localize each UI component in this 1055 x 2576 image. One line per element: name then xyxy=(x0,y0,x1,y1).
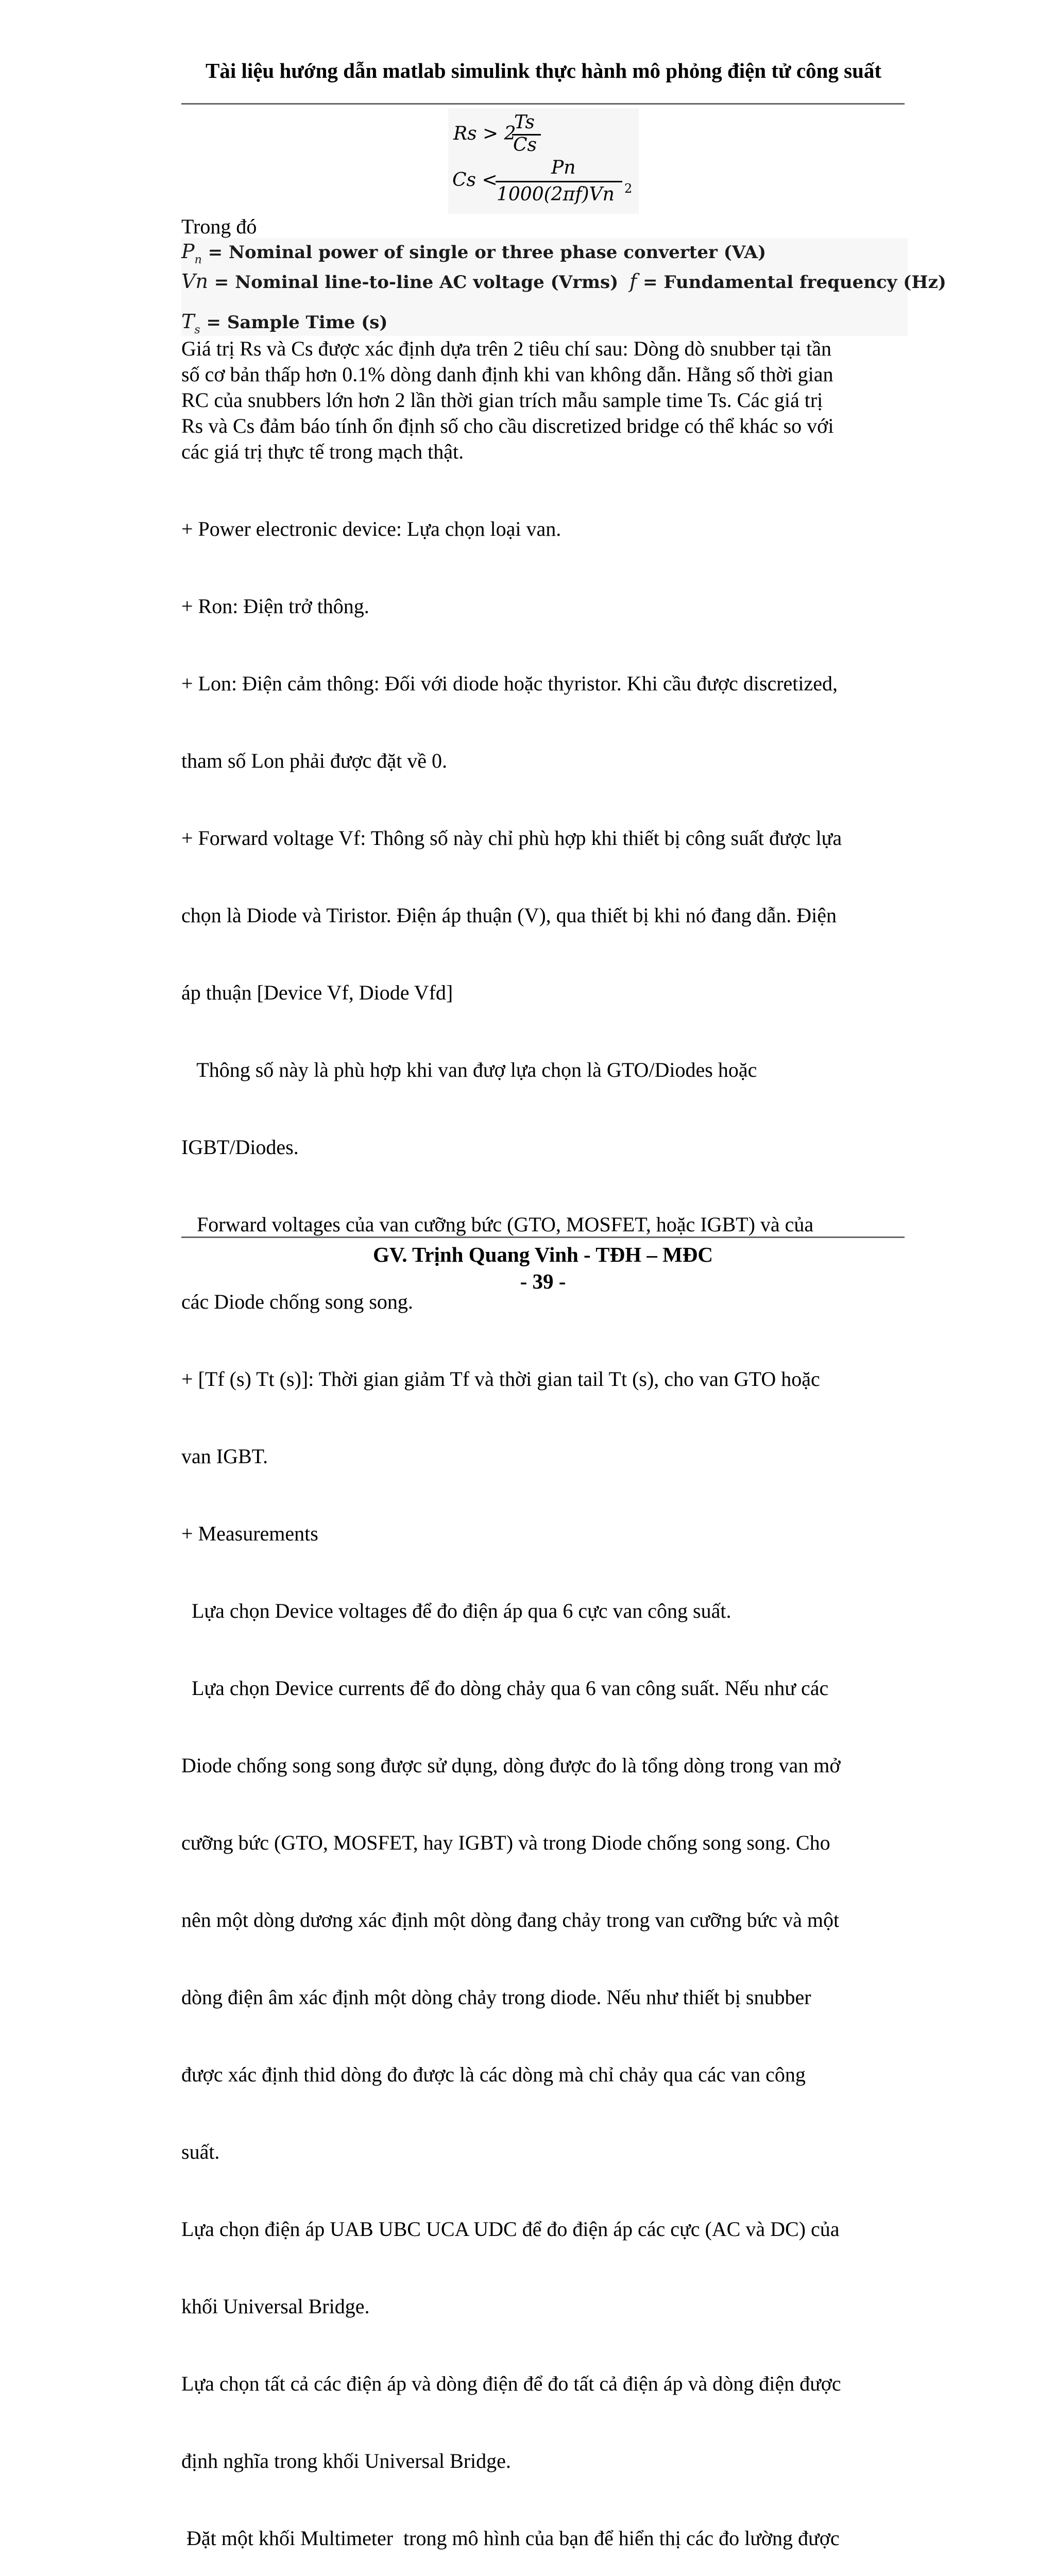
list-item: suất. xyxy=(181,2140,220,2163)
footer-author: GV. Trịnh Quang Vinh - TĐH – MĐC xyxy=(373,1243,713,1266)
list-item: van IGBT. xyxy=(181,1445,268,1468)
list-item: khối Universal Bridge. xyxy=(181,2295,370,2318)
cs-formula-numerator: Pn xyxy=(551,157,576,178)
page-number: - 39 - xyxy=(520,1269,566,1293)
rs-formula-numerator: Ts xyxy=(514,112,535,133)
paragraph-snubber-criteria xyxy=(181,336,913,465)
list-item: nên một dòng dương xác định một dòng đang chảy trong van cưỡng bức và một xyxy=(181,1908,840,1931)
text-line: các giá trị thực tế trong mạch thật. xyxy=(181,440,464,463)
list-item: Lựa chọn Device currents để đo dòng chảy qua 6 van công suất. Nếu như các xyxy=(181,1676,829,1700)
list-item: cưỡng bức (GTO, MOSFET, hay IGBT) và trong Diode chống song song. Cho xyxy=(181,1831,830,1854)
footer-rule xyxy=(181,1236,905,1238)
list-item: chọn là Diode và Tiristor. Điện áp thuận (V), qua thiết bị khi nó đang dẫn. Điện xyxy=(181,904,837,927)
list-item: + Measurements xyxy=(181,1522,318,1545)
list-item: các Diode chống song song. xyxy=(181,1290,413,1313)
header-rule xyxy=(181,103,905,105)
list-item: + Forward voltage Vf: Thông số này chỉ phù hợp khi thiết bị công suất được lựa xyxy=(181,826,842,850)
text-line: RC của snubbers lớn hơn 2 lần thời gian trích mẫu sample time Ts. Các giá trị xyxy=(181,388,823,412)
list-item: Thông số này là phù hợp khi van đượ lựa chọn là GTO/Diodes hoặc xyxy=(181,1058,757,1081)
list-item: dòng điện âm xác định một dòng chảy trong diode. Nếu như thiết bị snubber xyxy=(181,1986,811,2009)
text-line: Giá trị Rs và Cs được xác định dựa trên 2 tiêu chí sau: Dòng dò snubber tại tần xyxy=(181,337,832,360)
list-item: được xác định thid dòng đo được là các dòng mà chỉ chảy qua các van công xyxy=(181,2063,806,2086)
definition-pn: $P_n$ = Nominal power of single or three phase converter (VA) xyxy=(181,240,767,266)
header-title: Tài liệu hướng dẫn matlab simulink thực hành mô phỏng điện tử công suất xyxy=(205,59,882,82)
cs-fraction-bar xyxy=(496,181,622,182)
text-line: số cơ bản thấp hơn 0.1% dòng danh định khi van không dẫn. Hằng số thời gian xyxy=(181,363,833,386)
rs-formula-denominator: Cs xyxy=(513,134,537,156)
definition-ts: $T_s$ = Sample Time (s) xyxy=(181,310,388,336)
list-item: + Ron: Điện trở thông. xyxy=(181,595,369,618)
definition-vn-f: Vn = Nominal line-to-line AC voltage (Vrms) f = Fundamental frequency (Hz) xyxy=(181,270,946,293)
cs-formula-denominator: 1000(2πf)Vn xyxy=(497,184,615,205)
list-item: + Power electronic device: Lựa chọn loại van. xyxy=(181,517,561,540)
parameter-list xyxy=(181,465,913,2576)
list-item: Diode chống song song được sử dụng, dòng được đo là tổng dòng trong van mở xyxy=(181,1754,841,1777)
list-item: Forward voltages của van cưỡng bức (GTO, MOSFET, hoặc IGBT) và của xyxy=(181,1213,814,1236)
list-item: Lựa chọn điện áp UAB UBC UCA UDC để đo điện áp các cực (AC và DC) của xyxy=(181,2217,840,2241)
list-item: tham số Lon phải được đặt về 0. xyxy=(181,749,448,772)
list-item: Đặt một khối Multimeter trong mô hình của bạn để hiển thị các đo lường được xyxy=(181,2527,840,2550)
intro-text: Trong đó xyxy=(181,215,257,238)
list-item: áp thuận [Device Vf, Diode Vfd] xyxy=(181,981,453,1004)
list-item: Lựa chọn tất cả các điện áp và dòng điện để đo tất cả điện áp và dòng điện được xyxy=(181,2372,841,2395)
list-item: + [Tf (s) Tt (s)]: Thời gian giảm Tf và thời gian tail Tt (s), cho van GTO hoặc xyxy=(181,1367,820,1391)
text-line: Rs và Cs đảm báo tính ổn định số cho cầu discretized bridge có thể khác so với xyxy=(181,414,834,437)
list-item: IGBT/Diodes. xyxy=(181,1136,299,1159)
list-item: + Lon: Điện cảm thông: Đối với diode hoặc thyristor. Khi cầu được discretized, xyxy=(181,672,838,695)
list-item: Lựa chọn Device voltages để đo điện áp qua 6 cực van công suất. xyxy=(181,1599,731,1622)
rs-formula-lhs: Rs > 2 xyxy=(453,123,516,144)
cs-formula-lhs: Cs < xyxy=(452,170,498,191)
snubber-formula-image xyxy=(448,108,639,214)
list-item: định nghĩa trong khối Universal Bridge. xyxy=(181,2449,511,2472)
cs-formula-exponent: 2 xyxy=(624,181,633,196)
